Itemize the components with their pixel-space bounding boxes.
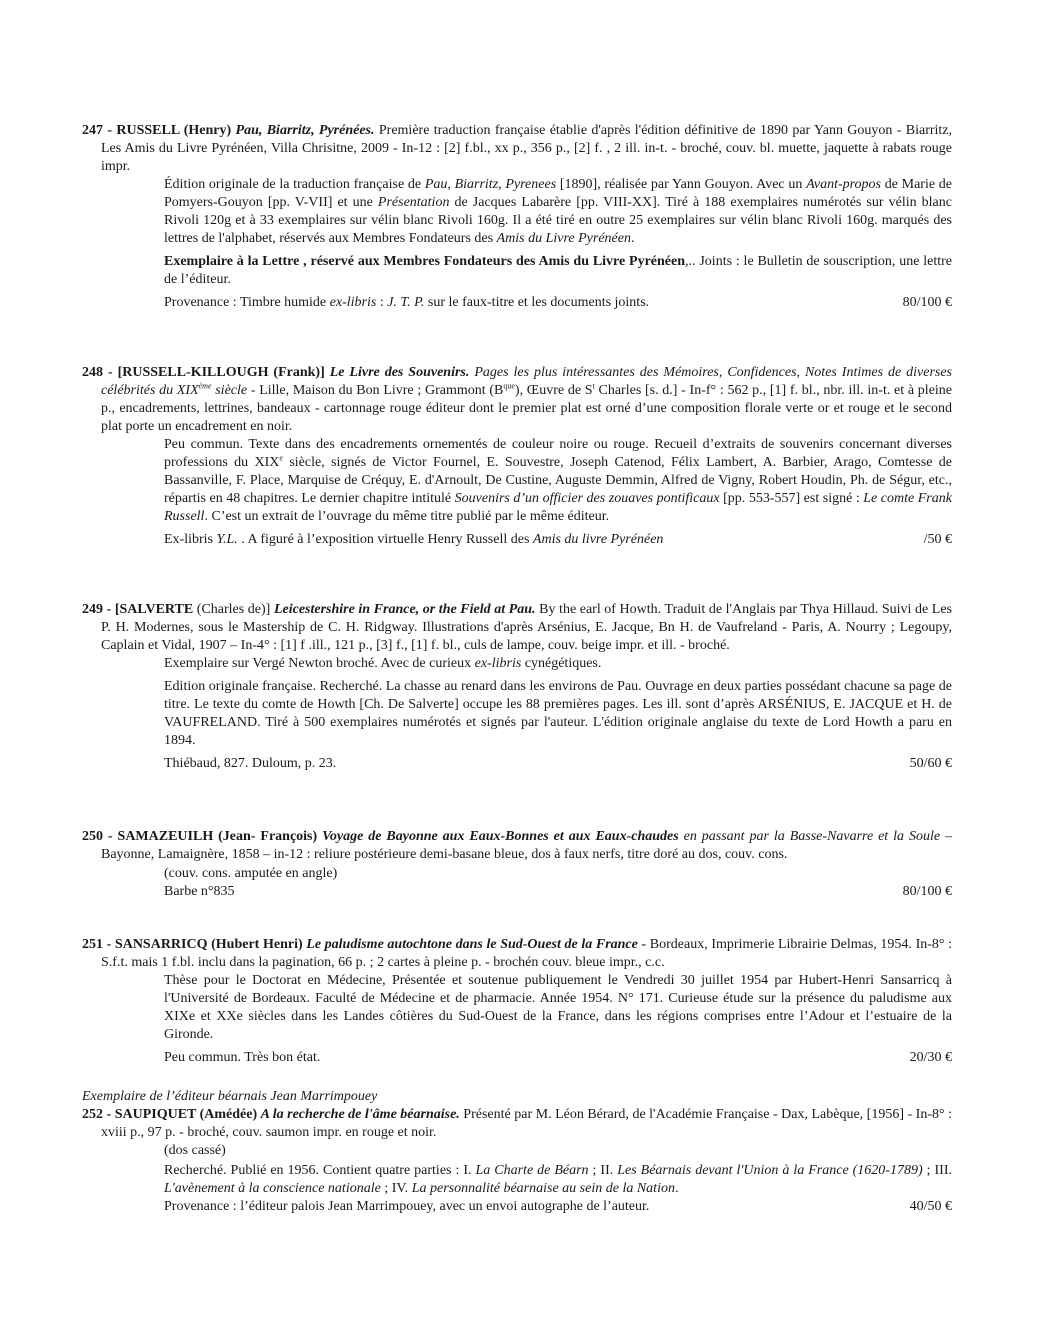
entry-note: (dos cassé) [164, 1143, 226, 1158]
entry-251 [82, 936, 952, 1067]
entry-heading [82, 122, 952, 176]
entry-provenance: Ex-libris Y.L. . A figuré à l’exposition virtuelle Henry Russell des Amis du livre Pyrénéen /50 € [164, 532, 952, 547]
entry-price: 50/60 € [909, 756, 952, 771]
entry-heading [82, 936, 952, 972]
entry-number: 251 - [82, 937, 115, 952]
entry-provenance: Barbe n°835 80/100 € [164, 884, 952, 899]
entry-note: Peu commun. Texte dans des encadrements ornementés de couleur noire ou rouge. Recueil d’extraits de souvenirs concernant diverses professions du XIXe siècle, signés de Victor Fournel, E. Souvestre, Joseph Catenod, Félix Lambert, A. Barbier, Arago, Comtesse de Bassanville, F. Place, Marquise de Créquy, E. d'Arnoult, De Custine, Auguste Demmin, Alfred de Vigny, Robert Houdin, Ph. de Ségur, etc., répartis en 48 chapitres. Le dernier chapitre intitulé Souvenirs d’un officier des zouaves pontificaux [pp. 553-557] est signé : Le comte Frank Russell. C’est un extrait de l’ouvrage du même titre publié par le même éditeur. [164, 437, 952, 524]
entry-number: 248 - [82, 365, 118, 380]
entry-252 [82, 1106, 952, 1216]
entry-number: 250 - [82, 829, 118, 844]
entry-note: (couv. cons. amputée en angle) [164, 866, 338, 881]
entry-note: Édition originale de la traduction française de Pau, Biarritz, Pyrenees [1890], réalisée par Yann Gouyon. Avec un Avant-propos de Marie de Pomyers-Gouyon [pp. V-VII] et une Présentation de Jacques Labarère [pp. VIII-XX]. Tiré à 188 exemplaires numérotés sur vélin blanc Rivoli 120g et à 33 exemplaires sur vélin blanc Rivoli 160g. Il a été tiré en outre 25 exemplaires sur vélin blanc Rivoli 160g. marqués des lettres de l'alphabet, réservés aux Membres Fondateurs des Amis du Livre Pyrénéen. [164, 177, 953, 246]
entry-250 [82, 828, 952, 901]
entry-description: Première traduction française établie d'après l'édition définitive de 1890 par Yann Gouyon - Biarritz, Les Amis du Livre Pyrénéen, Villa Chrisitne, 2009 - In-12 : [2] f.bl., xx p., 356 p., [2] f. , 2 ill. in-t. - broché, couv. bl. muette, jaquette à rabats rouge impr. [101, 123, 953, 174]
entry-number: 247 - [82, 123, 117, 138]
entry-249 [82, 601, 952, 773]
entry-provenance: Peu commun. Très bon état. 20/30 € [164, 1050, 952, 1065]
entry-title: Pau, Biarritz, Pyrénées. [235, 123, 375, 138]
entry-description: Bordeaux, Imprimerie Librairie Delmas, 1954. In-8° : S.f.t. mais 1 f.bl. inclu dans la pagination, 66 p. ; 2 cartes à pleine p. - brochén couv. bleue impr., c.c. [101, 937, 953, 970]
entry-price: 20/30 € [909, 1050, 952, 1065]
entry-provenance: Provenance : l’éditeur palois Jean Marrimpouey, avec un envoi autographe de l’auteur. 40/50 € [164, 1199, 952, 1214]
entry-note: Recherché. Publié en 1956. Contient quatre parties : I. La Charte de Béarn ; II. Les Béarnais devant l'Union à la France (1620-1789) ; III. L'avènement à la conscience nationale ; IV. La personnalité béarnaise au sein de la Nation. [164, 1163, 952, 1196]
entry-heading: 250 - SAMAZEUILH (Jean- François) Voyage de Bayonne aux Eaux-Bonnes et aux Eaux-chaudes en passant par la Basse-Navarre et la Soule – Bayonne, Lamaignère, 1858 – in-12 : reliure postérieure demi-basane bleue, dos à faux nerfs, titre doré au dos, couv. cons. [82, 829, 952, 862]
section-caption: Exemplaire de l’éditeur béarnais Jean Marrimpouey [82, 1089, 378, 1104]
entry-author: [SALVERTE [114, 602, 194, 617]
entry-title: Leicestershire in France, or the Field at Pau. [273, 602, 536, 617]
entry-price: 80/100 € [902, 884, 952, 899]
entry-title: Le Livre des Souvenirs. [329, 365, 470, 380]
entry-note: Edition originale française. Recherché. La chasse au renard dans les environs de Pau. Ouvrage en deux parties possédant chacune sa page de titre. Le texte du comte de Howth [Ch. De Salverte] occupe les 88 premières pages. Les ill. sont d’après ARSÉNIUS, E. JACQUE et H. de VAUFRELAND. Tiré à 500 exemplaires numérotés et signés par l'auteur. L'édition originale anglaise du texte de Lord Howth a paru en 1894. [164, 679, 952, 748]
entry-note: Exemplaire sur Vergé Newton broché. Avec de curieux ex-libris cynégétiques. [164, 656, 602, 671]
entry-title: Voyage de Bayonne aux Eaux-Bonnes et aux Eaux-chaudes [322, 829, 679, 844]
entry-provenance: Thiébaud, 827. Duloum, p. 23. 50/60 € [164, 756, 952, 771]
entry-247 [82, 122, 952, 312]
entry-author: RUSSELL (Henry) [116, 123, 232, 138]
entry-title: A la recherche de l'âme béarnaise. [260, 1107, 460, 1122]
entry-description: Présenté par M. Léon Bérard, de l'Académie Française - Dax, Labèque, [1956] - In-8° : xviii p., 97 p. - broché, couv. saumon impr. en rouge et noir. [101, 1107, 952, 1140]
entry-price: 80/100 € [902, 295, 952, 310]
entry-number: 249 - [82, 602, 115, 617]
entry-note: Exemplaire à la Lettre , réservé aux Membres Fondateurs des Amis du Livre Pyrénéen,.. Joints : le Bulletin de souscription, une lettre de l’éditeur. [164, 254, 952, 287]
entry-heading: 248 - [RUSSELL-KILLOUGH (Frank)] Le Livre des Souvenirs. Pages les plus intéressantes des Mémoires, Confidences, Notes Intimes de diverses célébrités du XIXème siècle - Lille, Maison du Bon Livre ; Grammont $(B^{que})$, Œuvre de $S^t$ Charles [s. d.] - In-f° : 562 p., [1] f. bl., nbr. ill. in-t. et à pleine p., encadrements, lettrines, bandeaux - cartonnage rouge éditeur dont le premier plat est orné d’une composition florale verte or et rouge et le second plat porte un encadrement en noir. [82, 365, 953, 434]
entry-description: – Bayonne, Lamaignère, 1858 – in-12 : reliure postérieure demi-basane bleue, dos à faux nerfs, titre doré au dos, couv. cons. [101, 829, 952, 862]
entry-description: By the earl of Howth. Traduit de l'Anglais par Thya Hillaud. Suivi de Les P. H. Modernes, sous le Mastership de C. H. Ridgway. Illustrations d'après Arsénius, E. Jacque, Bn H. de Vaufreland - Paris, A. Nourry ; Legoupy, Caplain et Vidal, 1907 – In-4° : [1] f .ill., 121 p., [3] f., [1] f. bl., culs de lampe, couv. beige impr. et ill. - broché. [101, 602, 952, 653]
entry-heading [82, 1106, 952, 1142]
entry-author: SAUPIQUET (Amédée) [114, 1107, 258, 1122]
entry-number: 252 - [82, 1107, 115, 1122]
entry-provenance: Provenance : Timbre humide ex-libris : J. T. P. sur le faux-titre et les documents joints. 80/100 € [164, 295, 952, 310]
entry-title: Le paludisme autochtone dans le Sud-Ouest de la France - [306, 937, 647, 952]
entry-note: Thèse pour le Doctorat en Médecine, Présentée et soutenue publiquement le Vendredi 30 juillet 1954 par Hubert-Henri Sansarricq à l'Université de Bordeaux. Faculté de Médecine et de pharmacie. Année 1954. N° 171. Curieuse étude sur la présence du paludisme aux XIXe et XXe siècles dans les Landes côtières du Sud-Ouest de la France, dans les régions comprises entre l’Adour et l’estuaire de la Gironde. [164, 973, 952, 1042]
entry-price: /50 € [923, 532, 952, 547]
entry-author: SAMAZEUILH (Jean- François) [117, 829, 318, 844]
entry-248 [82, 364, 952, 549]
entry-heading: 249 - [SALVERTE (Charles de)] Leicestershire in France, or the Field at Pau. By the earl of Howth. Traduit de l'Anglais par Thya Hillaud. Suivi de Les P. H. Modernes, sous le Mastership de C. H. Ridgway. Illustrations d'après Arsénius, E. Jacque, Bn H. de Vaufreland - Paris, A. Nourry ; Legoupy, Caplain et Vidal, 1907 – In-4° : [1] f .ill., 121 p., [3] f., [1] f. bl., culs de lampe, couv. beige impr. et ill. - broché. [82, 602, 952, 653]
entry-price: 40/50 € [909, 1199, 952, 1214]
entry-author: [RUSSELL-KILLOUGH (Frank)] [117, 365, 325, 380]
entry-author: SANSARRICQ (Hubert Henri) [114, 937, 303, 952]
